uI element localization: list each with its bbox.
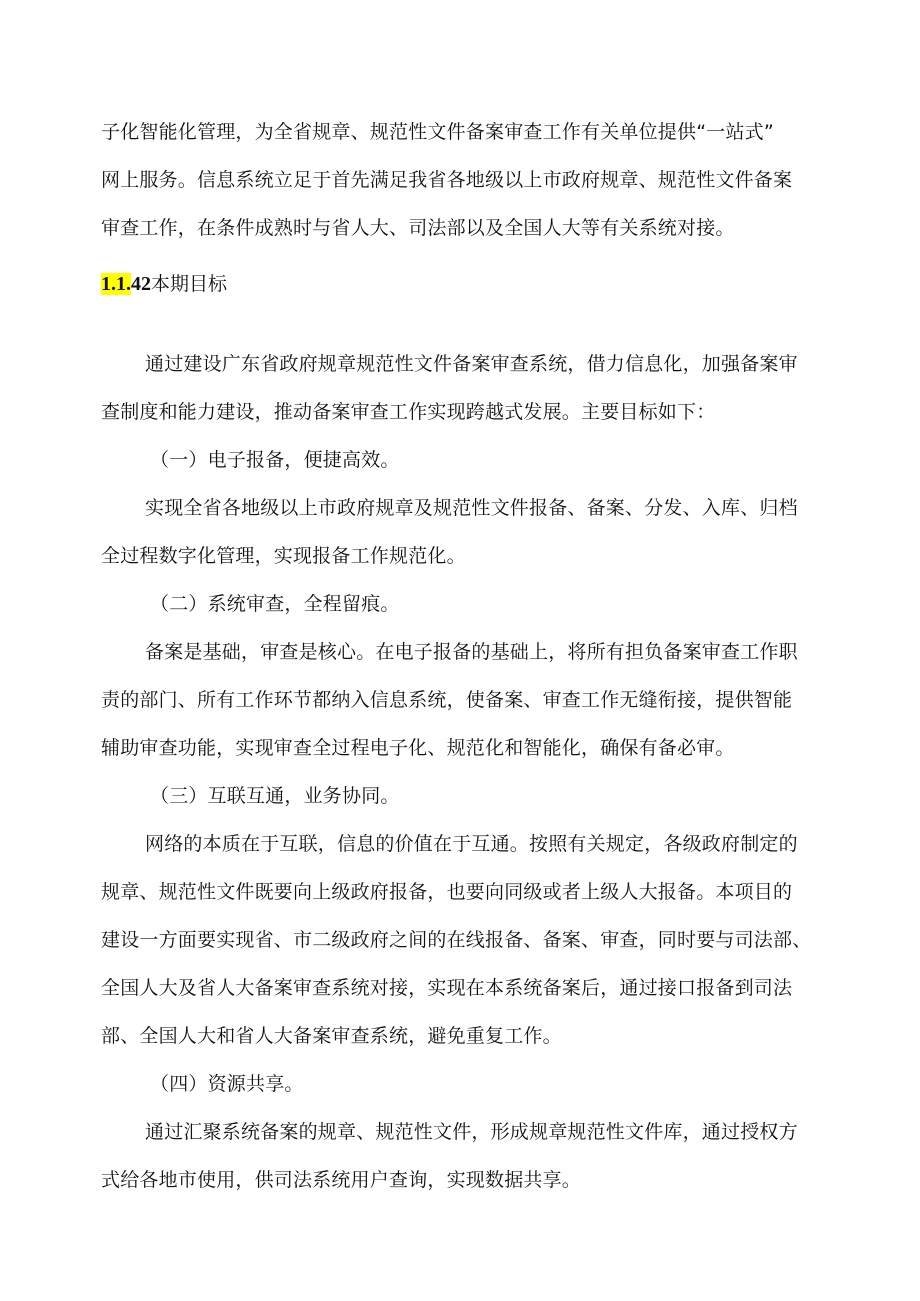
paragraph-line: 备案是基础，审查是核心。在电子报备的基础上，将所有担负备案审查工作职 — [145, 641, 798, 663]
goal-heading-1: （一）电子报备，便捷高效。 — [150, 449, 400, 471]
paragraph-line: 责的部门、所有工作环节都纳入信息系统，使备案、审查工作无缝衔接，提供智能 — [101, 689, 793, 711]
paragraph-line: 全国人大及省人大备案审查系统对接，实现在本系统备案后，通过接口报备到司法 — [101, 977, 793, 999]
paragraph-line: 建设一方面要实现省、市二级政府之间的在线报备、备案、审查，同时要与司法部、 — [101, 929, 812, 951]
section-title: 本期目标 — [151, 273, 228, 295]
paragraph-line: 通过汇聚系统备案的规章、规范性文件，形成规章规范性文件库，通过授权方 — [145, 1121, 798, 1143]
goal-heading-3: （三）互联互通，业务协同。 — [150, 785, 400, 807]
intro-line-3: 审查工作，在条件成熟时与省人大、司法部以及全国人大等有关系统对接。 — [101, 217, 735, 239]
goal-heading-2: （二）系统审查，全程留痕。 — [150, 593, 400, 615]
paragraph-line: 部、全国人大和省人大备案审查系统，避免重复工作。 — [101, 1025, 562, 1047]
paragraph-line: 查制度和能力建设，推动备案审查工作实现跨越式发展。主要目标如下： — [101, 401, 716, 423]
goal-heading-4: （四）资源共享。 — [150, 1073, 304, 1095]
intro-line-2: 网上服务。信息系统立足于首先满足我省各地级以上市政府规章、规范性文件备案 — [101, 169, 793, 191]
intro-line-1: 子化智能化管理，为全省规章、规范性文件备案审查工作有关单位提供“一站式” — [101, 121, 774, 143]
paragraph-line: 全过程数字化管理，实现报备工作规范化。 — [101, 545, 466, 567]
paragraph-line: 网络的本质在于互联，信息的价值在于互通。按照有关规定，各级政府制定的 — [145, 833, 798, 855]
paragraph-line: 辅助审查功能，实现审查全过程电子化、规范化和智能化，确保有备必审。 — [101, 737, 735, 759]
section-number-rest: 42 — [131, 273, 151, 295]
section-number-highlighted: 1.1. — [101, 273, 131, 295]
paragraph-line: 式给各地市使用，供司法系统用户查询，实现数据共享。 — [101, 1169, 582, 1191]
paragraph-line: 通过建设广东省政府规章规范性文件备案审查系统，借力信息化，加强备案审 — [145, 353, 798, 375]
section-heading — [101, 270, 227, 298]
paragraph-line: 实现全省各地级以上市政府规章及规范性文件报备、备案、分发、入库、归档 — [145, 497, 798, 519]
paragraph-line: 规章、规范性文件既要向上级政府报备，也要向同级或者上级人大报备。本项目的 — [101, 881, 793, 903]
